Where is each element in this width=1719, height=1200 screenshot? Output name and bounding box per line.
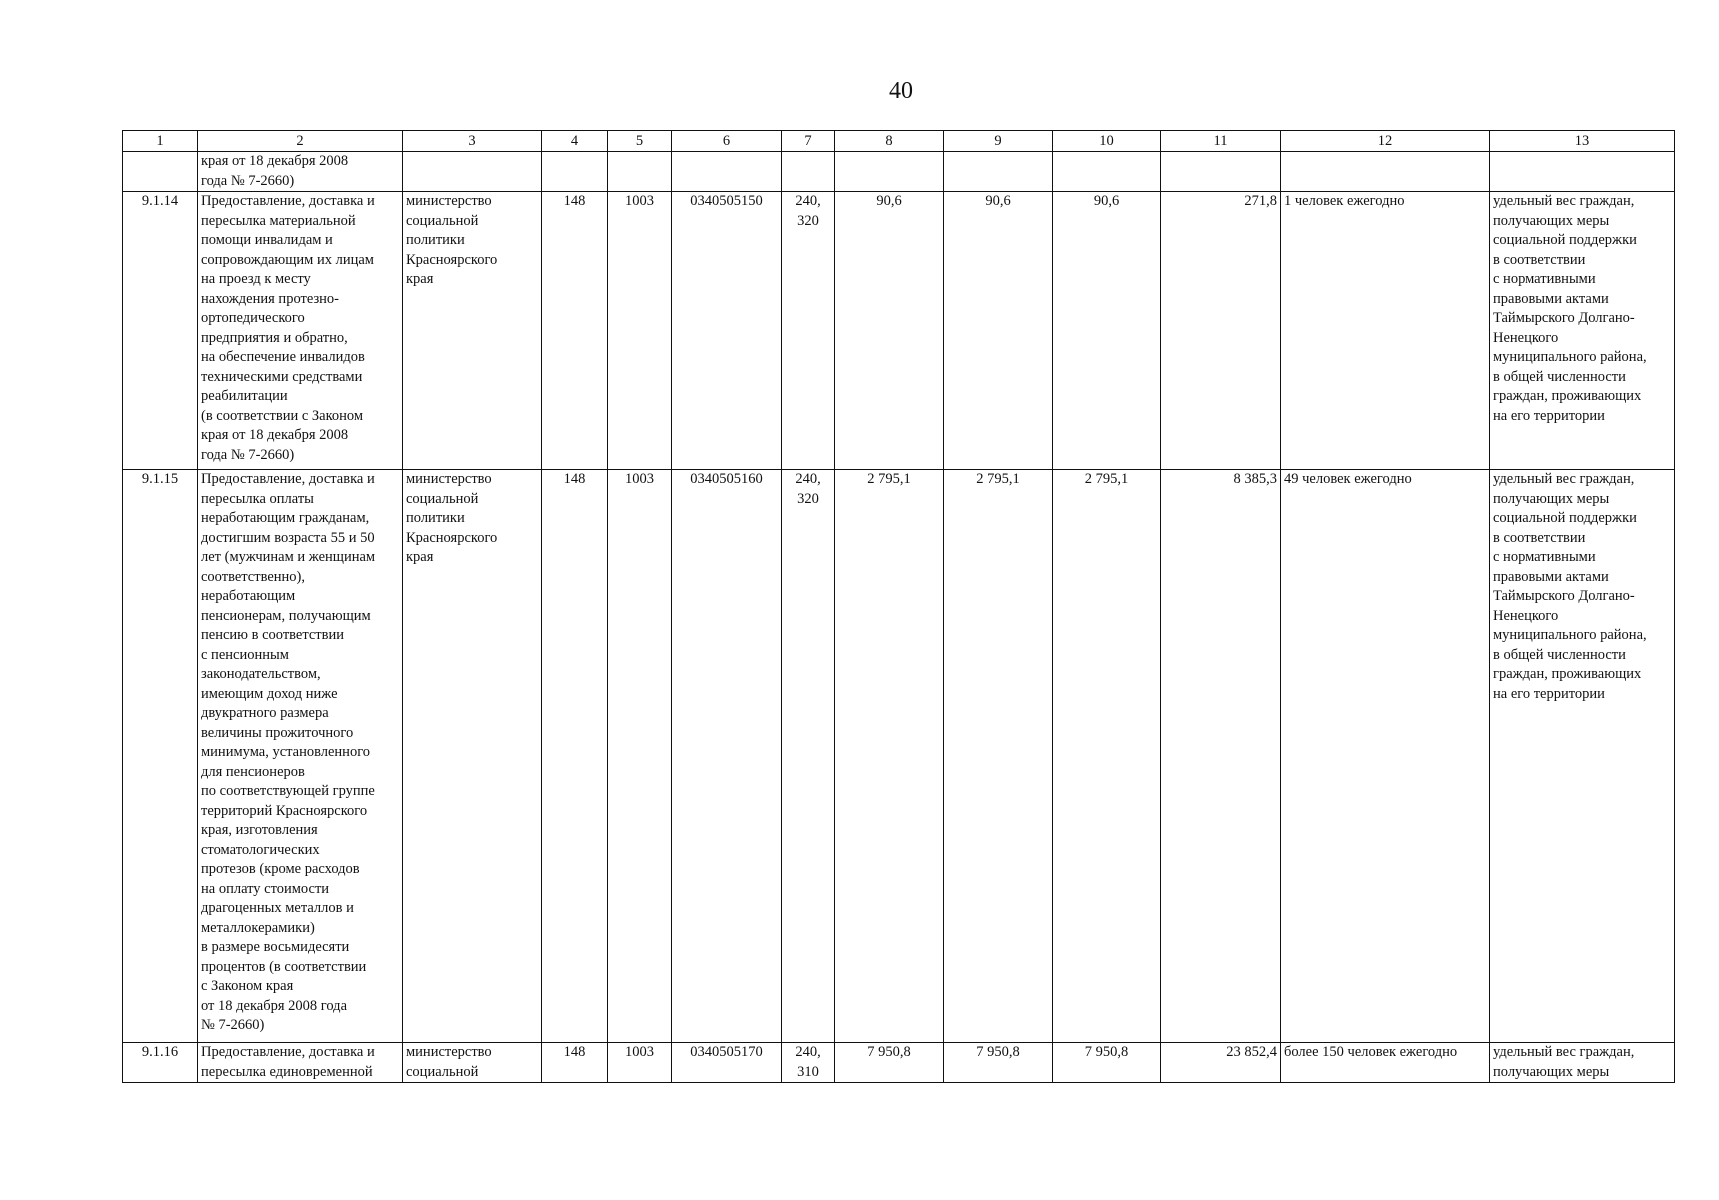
- column-header: 11: [1161, 131, 1281, 152]
- cell-8: [835, 152, 944, 192]
- cell-6: [672, 152, 782, 192]
- cell-9: 2 795,1: [944, 470, 1053, 1043]
- cell-5: 1003: [608, 192, 672, 470]
- item-number: 9.1.16: [123, 1043, 198, 1083]
- activity-name: Предоставление, доставка и пересылка материальной помощи инвалидам и сопровождающим их лицам на проезд к месту нахождения протезно- ортопедического предприятия и обратно, на обеспечение инвалидов техническими средствами реабилитации (в соответствии с Законом края от 18 декабря 2008 года № 7-2660): [198, 192, 403, 470]
- cell-9: [944, 152, 1053, 192]
- table-row: [123, 192, 1675, 470]
- cell-12: [1281, 152, 1490, 192]
- cell-6: 0340505150: [672, 192, 782, 470]
- cell-13: удельный вес граждан, получающих меры социальной поддержки в соответствии с нормативными правовыми актами Таймырского Долгано- Ненецкого муниципального района, в общей численности граждан, проживающих на его территории: [1490, 192, 1675, 470]
- cell-9: 90,6: [944, 192, 1053, 470]
- cell-9: 7 950,8: [944, 1043, 1053, 1083]
- cell-7: 240, 320: [782, 192, 835, 470]
- cell-13: удельный вес граждан, получающих меры социальной поддержки в соответствии с нормативными правовыми актами Таймырского Долгано- Ненецкого муниципального района, в общей численности граждан, проживающих на его территории: [1490, 470, 1675, 1043]
- item-number: 9.1.14: [123, 192, 198, 470]
- cell-12: 1 человек ежегодно: [1281, 192, 1490, 470]
- activity-name: Предоставление, доставка и пересылка единовременной: [198, 1043, 403, 1083]
- program-activities-table: [122, 130, 1675, 1083]
- cell-13: [1490, 152, 1675, 192]
- cell-10: [1053, 152, 1161, 192]
- column-header: 5: [608, 131, 672, 152]
- responsible-org: [403, 152, 542, 192]
- column-header: 9: [944, 131, 1053, 152]
- column-header: 7: [782, 131, 835, 152]
- cell-11: [1161, 152, 1281, 192]
- cell-8: 90,6: [835, 192, 944, 470]
- column-header: 1: [123, 131, 198, 152]
- cell-4: 148: [542, 192, 608, 470]
- cell-11: 23 852,4: [1161, 1043, 1281, 1083]
- column-header: 3: [403, 131, 542, 152]
- column-header: 12: [1281, 131, 1490, 152]
- cell-10: 90,6: [1053, 192, 1161, 470]
- cell-10: 2 795,1: [1053, 470, 1161, 1043]
- column-header: 10: [1053, 131, 1161, 152]
- column-header: 6: [672, 131, 782, 152]
- activity-name: Предоставление, доставка и пересылка оплаты неработающим гражданам, достигшим возраста 55 и 50 лет (мужчинам и женщинам соответственно), неработающим пенсионерам, получающим пенсию в соответствии с пенсионным законодательством, имеющим доход ниже двукратного размера величины прожиточного минимума, установленного для пенсионеров по соответствующей группе территорий Красноярского края, изготовления стоматологических протезов (кроме расходов на оплату стоимости драгоценных металлов и металлокерамики) в размере восьмидесяти процентов (в соответствии с Законом края от 18 декабря 2008 года № 7-2660): [198, 470, 403, 1043]
- column-number-row: [123, 131, 1675, 152]
- cell-7: 240, 310: [782, 1043, 835, 1083]
- item-number: 9.1.15: [123, 470, 198, 1043]
- cell-4: 148: [542, 1043, 608, 1083]
- column-header: 8: [835, 131, 944, 152]
- page-number: 40: [889, 78, 913, 104]
- cell-13: удельный вес граждан, получающих меры: [1490, 1043, 1675, 1083]
- responsible-org: министерство социальной политики Красноярского края: [403, 192, 542, 470]
- responsible-org: министерство социальной: [403, 1043, 542, 1083]
- activity-name: края от 18 декабря 2008 года № 7-2660): [198, 152, 403, 192]
- item-number: [123, 152, 198, 192]
- cell-7: [782, 152, 835, 192]
- column-header: 2: [198, 131, 403, 152]
- cell-5: 1003: [608, 1043, 672, 1083]
- table-row: [123, 152, 1675, 192]
- cell-6: 0340505160: [672, 470, 782, 1043]
- column-header: 4: [542, 131, 608, 152]
- cell-11: 271,8: [1161, 192, 1281, 470]
- cell-8: 7 950,8: [835, 1043, 944, 1083]
- column-header: 13: [1490, 131, 1675, 152]
- cell-10: 7 950,8: [1053, 1043, 1161, 1083]
- cell-6: 0340505170: [672, 1043, 782, 1083]
- cell-8: 2 795,1: [835, 470, 944, 1043]
- table-row: [123, 470, 1675, 1043]
- cell-12: более 150 человек ежегодно: [1281, 1043, 1490, 1083]
- cell-12: 49 человек ежегодно: [1281, 470, 1490, 1043]
- cell-4: 148: [542, 470, 608, 1043]
- cell-11: 8 385,3: [1161, 470, 1281, 1043]
- cell-4: [542, 152, 608, 192]
- cell-5: [608, 152, 672, 192]
- responsible-org: министерство социальной политики Красноярского края: [403, 470, 542, 1043]
- cell-5: 1003: [608, 470, 672, 1043]
- cell-7: 240, 320: [782, 470, 835, 1043]
- table-row: [123, 1043, 1675, 1083]
